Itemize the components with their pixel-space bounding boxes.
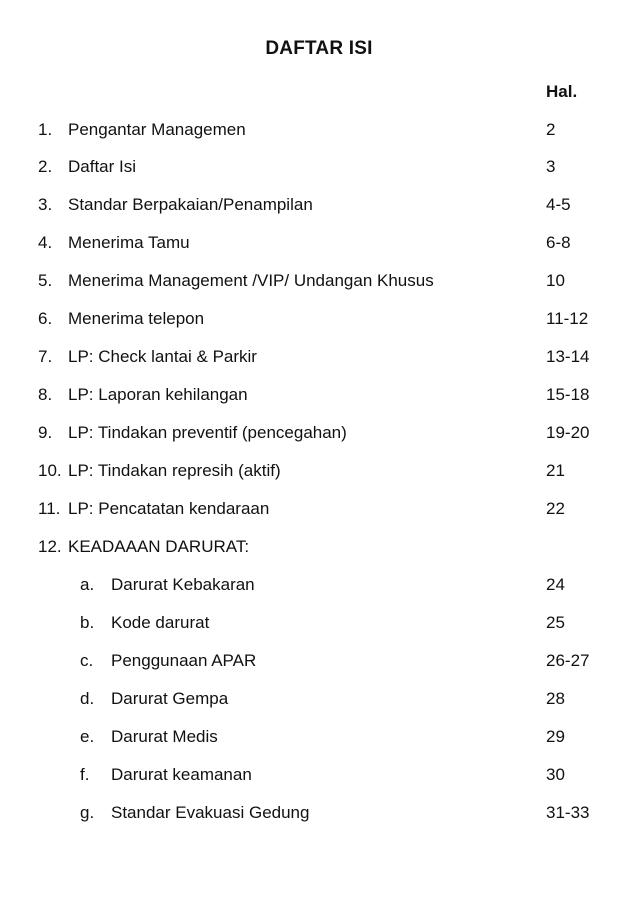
toc-item-number: 9. bbox=[38, 423, 53, 442]
toc-item bbox=[0, 383, 638, 407]
toc-item-label: Daftar Isi bbox=[68, 157, 137, 176]
toc-item-number: 8. bbox=[38, 385, 53, 404]
toc-subitem-label: Darurat Gempa bbox=[111, 689, 229, 708]
toc-item-label: LP: Pencatatan kendaraan bbox=[68, 499, 270, 518]
toc-subitem-letter: e. bbox=[80, 727, 95, 746]
toc-item-label: LP: Tindakan preventif (pencegahan) bbox=[68, 423, 347, 442]
toc-item-number: 1. bbox=[38, 120, 53, 139]
toc-item-label: LP: Laporan kehilangan bbox=[68, 385, 248, 404]
page-title: DAFTAR ISI bbox=[265, 38, 373, 59]
toc-item-number: 4. bbox=[38, 233, 53, 252]
toc-item-page: 22 bbox=[546, 499, 565, 518]
toc-item-label: LP: Tindakan represih (aktif) bbox=[68, 461, 281, 480]
toc-item bbox=[0, 421, 638, 445]
toc-item bbox=[0, 345, 638, 369]
toc-subitem-label: Penggunaan APAR bbox=[111, 651, 257, 670]
toc-item-label: LP: Check lantai & Parkir bbox=[68, 347, 257, 366]
toc-subitem-label: Darurat Kebakaran bbox=[111, 575, 255, 594]
toc-subitem-page: 25 bbox=[546, 613, 565, 632]
toc-item-label: Menerima Management /VIP/ Undangan Khusus bbox=[68, 271, 434, 290]
toc-item-label: Standar Berpakaian/Penampilan bbox=[68, 195, 313, 214]
toc-item-page: 11-12 bbox=[546, 309, 589, 328]
toc-subitem-page: 29 bbox=[546, 727, 565, 746]
toc-subitem bbox=[0, 725, 638, 749]
toc-item-page: 10 bbox=[546, 271, 565, 290]
toc-item-page: 15-18 bbox=[546, 385, 590, 404]
toc-item-page: 19-20 bbox=[546, 423, 590, 442]
toc-item-number: 12. bbox=[38, 537, 62, 556]
toc-item bbox=[0, 307, 638, 331]
toc-item-number: 3. bbox=[38, 195, 53, 214]
toc-item bbox=[0, 118, 638, 142]
toc-subitem bbox=[0, 611, 638, 635]
toc-subitem-letter: g. bbox=[80, 803, 95, 822]
toc-item-label: Menerima Tamu bbox=[68, 233, 190, 252]
toc-subitem-label: Darurat keamanan bbox=[111, 765, 252, 784]
toc-subitem-page: 31-33 bbox=[546, 803, 590, 822]
toc-subitem-label: Standar Evakuasi Gedung bbox=[111, 803, 310, 822]
page-column-header: Hal. bbox=[546, 82, 578, 101]
toc-item-page: 6-8 bbox=[546, 233, 571, 252]
toc-item-number: 6. bbox=[38, 309, 53, 328]
toc-subitem bbox=[0, 763, 638, 787]
toc-item-label: Menerima telepon bbox=[68, 309, 205, 328]
toc-item bbox=[0, 193, 638, 217]
toc-item bbox=[0, 459, 638, 483]
toc-item bbox=[0, 497, 638, 521]
toc-item-label: Pengantar Managemen bbox=[68, 120, 246, 139]
toc-item-number: 11. bbox=[38, 499, 61, 518]
toc-subitem-letter: c. bbox=[80, 651, 94, 670]
toc-item bbox=[0, 231, 638, 255]
toc-subitem-page: 28 bbox=[546, 689, 565, 708]
toc-item-number: 7. bbox=[38, 347, 53, 366]
toc-item-page: 4-5 bbox=[546, 195, 571, 214]
toc-subitem-page: 30 bbox=[546, 765, 565, 784]
toc-subitem-letter: f. bbox=[80, 765, 90, 784]
toc-item-number: 10. bbox=[38, 461, 62, 480]
toc-subitem-letter: d. bbox=[80, 689, 95, 708]
toc-subitem-letter: a. bbox=[80, 575, 95, 594]
toc-subitem bbox=[0, 801, 638, 825]
toc-item-page: 2 bbox=[546, 120, 556, 139]
toc-subitem bbox=[0, 649, 638, 673]
toc-item-page: 3 bbox=[546, 157, 556, 176]
toc-subitem bbox=[0, 573, 638, 597]
toc-item bbox=[0, 155, 638, 179]
toc-subitem-label: Kode darurat bbox=[111, 613, 210, 632]
toc-item-page: 13-14 bbox=[546, 347, 590, 366]
toc-subitem-page: 24 bbox=[546, 575, 565, 594]
toc-item bbox=[0, 269, 638, 293]
toc-item-number: 5. bbox=[38, 271, 53, 290]
toc-subitem-page: 26-27 bbox=[546, 651, 590, 670]
toc-item-number: 2. bbox=[38, 157, 53, 176]
toc-item-page: 21 bbox=[546, 461, 565, 480]
toc-subitem-label: Darurat Medis bbox=[111, 727, 218, 746]
toc-item-label: KEADAAAN DARURAT: bbox=[68, 537, 250, 556]
toc-subitem bbox=[0, 687, 638, 711]
toc-item bbox=[0, 535, 638, 559]
toc-subitem-letter: b. bbox=[80, 613, 95, 632]
